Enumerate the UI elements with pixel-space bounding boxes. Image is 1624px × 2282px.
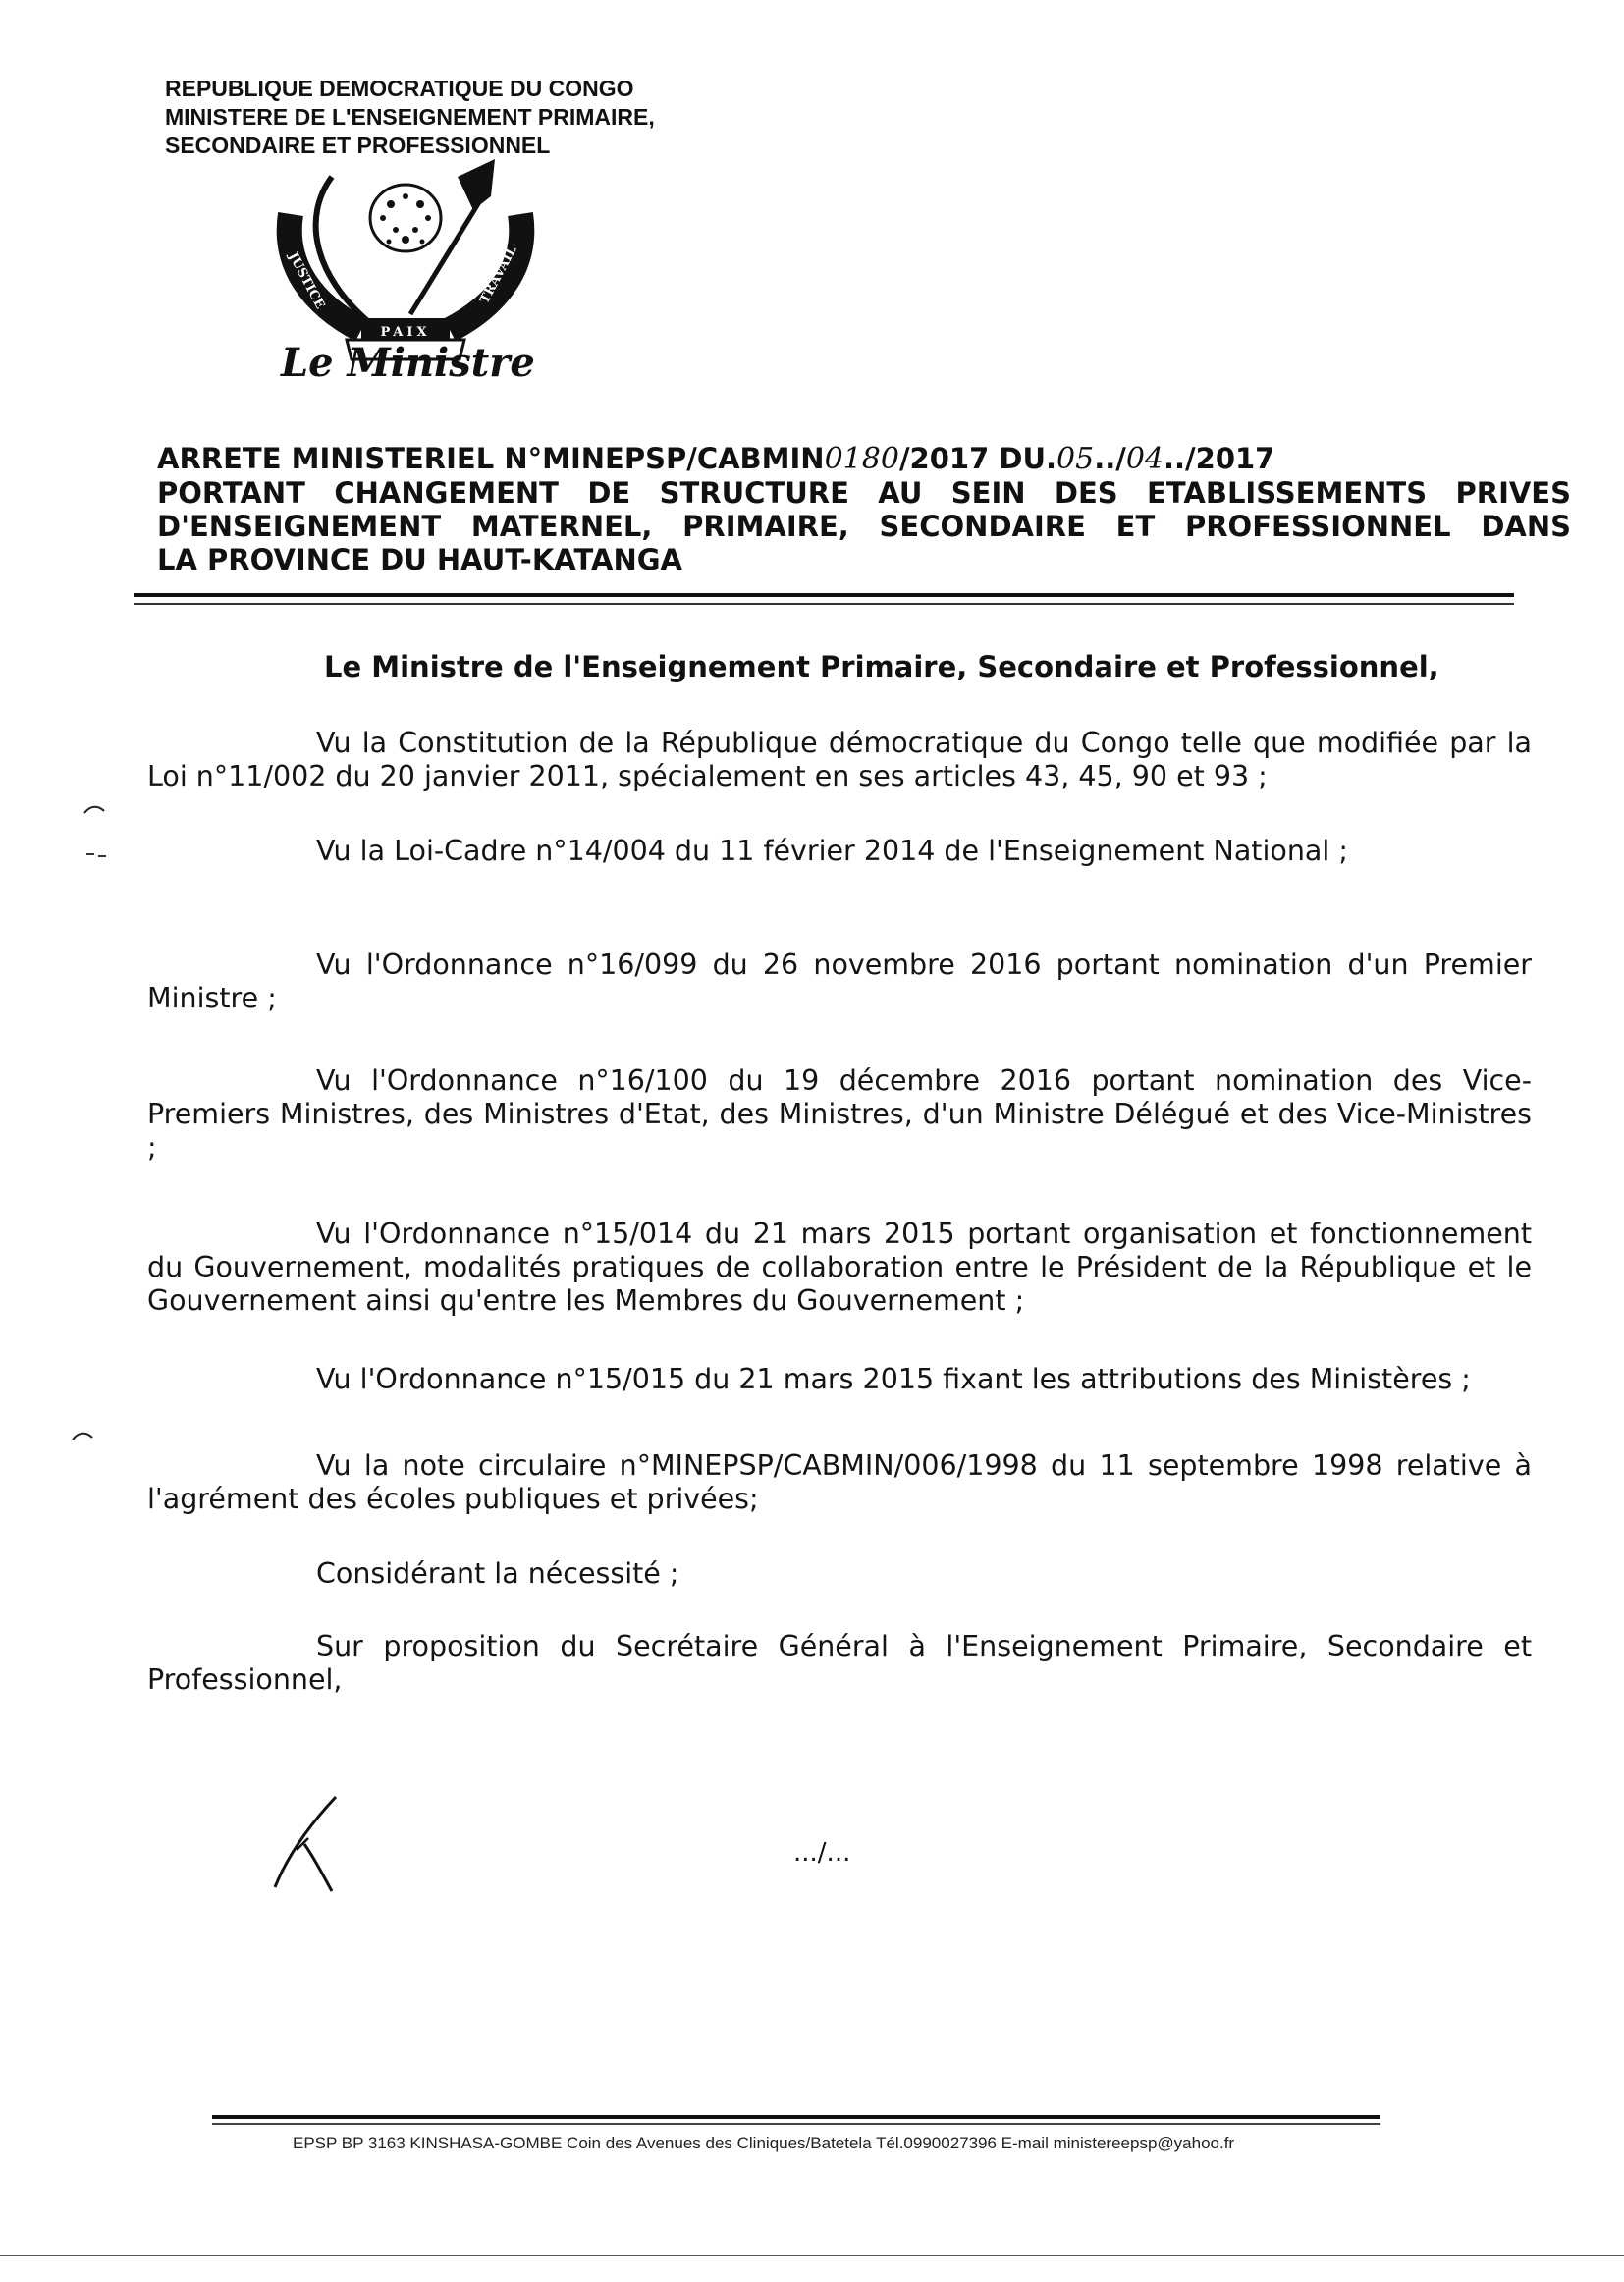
paragraph-considerant: Considérant la nécessité ; xyxy=(316,1557,679,1590)
coat-of-arms-emblem xyxy=(263,157,548,363)
handwritten-initials xyxy=(267,1789,355,1897)
title-line-3: D'ENSEIGNEMENT MATERNEL, PRIMAIRE, SECONDAIRE ET PROFESSIONNEL DANS xyxy=(157,510,1571,543)
paragraph-proposition: Sur proposition du Secrétaire Général à l'Enseignement Primaire, Secondaire et Professionnel, xyxy=(147,1630,1532,1696)
decree-number-line xyxy=(157,442,1571,476)
footer-address: EPSP BP 3163 KINSHASA-GOMBE Coin des Avenues des Cliniques/Batetela Tél.0990027396 E-mail ministereepsp@yahoo.fr xyxy=(293,2134,1235,2152)
motto-bottom: PAIX xyxy=(380,325,431,340)
ministry-header xyxy=(165,75,715,160)
paragraph-ordonnance-16-100: Vu l'Ordonnance n°16/100 du 19 décembre 2016 portant nomination des Vice-Premiers Ministres, des Ministres d'Etat, des Ministres, d'un Ministre Délégué et des Vice-Ministres ; xyxy=(147,1064,1532,1164)
title-line-2: PORTANT CHANGEMENT DE STRUCTURE AU SEIN DES ETABLISSEMENTS PRIVES xyxy=(157,476,1571,510)
continued-marker: .../... xyxy=(793,1838,851,1868)
title-date: DU.05../04../2017 xyxy=(999,442,1275,476)
paragraph-note-circulaire: Vu la note circulaire n°MINEPSP/CABMIN/006/1998 du 11 septembre 1998 relative à l'agrément des écoles publiques et privées; xyxy=(147,1449,1532,1515)
title-line-4: LA PROVINCE DU HAUT-KATANGA xyxy=(157,543,682,576)
paragraph-ordonnance-15-015: Vu l'Ordonnance n°15/015 du 21 mars 2015 fixant les attributions des Ministères ; xyxy=(316,1363,1471,1395)
header-country: REPUBLIQUE DEMOCRATIQUE DU CONGO xyxy=(165,76,634,101)
scan-edge-line xyxy=(0,2255,1624,2256)
footer-rule xyxy=(212,2115,1380,2119)
title-ministeriel: MINISTERIEL xyxy=(291,442,495,475)
margin-mark xyxy=(71,1430,94,1441)
decree-body xyxy=(147,727,1532,1697)
title-number: N°MINEPSP/CABMIN0180/2017 xyxy=(504,442,990,476)
paragraph-constitution: Vu la Constitution de la République démocratique du Congo telle que modifiée par la Loi n°11/002 du 20 janvier 2011, spécialement en ses articles 43, 45, 90 et 93 ; xyxy=(147,727,1532,792)
motto-right: TRAVAIL xyxy=(477,244,520,306)
title-arrete: ARRETE xyxy=(157,442,282,475)
motto-left: JUSTICE xyxy=(285,249,328,312)
decree-title xyxy=(157,442,1571,576)
header-ministry-cont: SECONDAIRE ET PROFESSIONNEL xyxy=(165,133,551,158)
minister-designation: Le Ministre de l'Enseignement Primaire, Secondaire et Professionnel, xyxy=(324,650,1439,683)
minister-signature-heading: Le Ministre xyxy=(281,340,535,386)
handwritten-month: 04 xyxy=(1125,442,1164,476)
paragraph-ordonnance-16-099: Vu l'Ordonnance n°16/099 du 26 novembre 2016 portant nomination d'un Premier Ministre ; xyxy=(147,949,1532,1014)
handwritten-number: 0180 xyxy=(824,442,899,476)
margin-mark xyxy=(84,848,108,860)
header-ministry: MINISTERE DE L'ENSEIGNEMENT PRIMAIRE, xyxy=(165,104,655,130)
paragraph-loi-cadre: Vu la Loi-Cadre n°14/004 du 11 février 2014 de l'Enseignement National ; xyxy=(316,835,1348,867)
footer-rule-thin xyxy=(212,2123,1380,2125)
margin-mark xyxy=(82,803,106,815)
title-rule-thin xyxy=(134,603,1514,605)
title-rule xyxy=(134,593,1514,597)
handwritten-day: 05 xyxy=(1056,442,1095,476)
paragraph-ordonnance-15-014: Vu l'Ordonnance n°15/014 du 21 mars 2015 portant organisation et fonctionnement du Gouvernement, modalités pratiques de collaboration entre le Président de la République et le Gouvernement ainsi qu'entre les Membres du Gouvernement ; xyxy=(147,1218,1532,1317)
